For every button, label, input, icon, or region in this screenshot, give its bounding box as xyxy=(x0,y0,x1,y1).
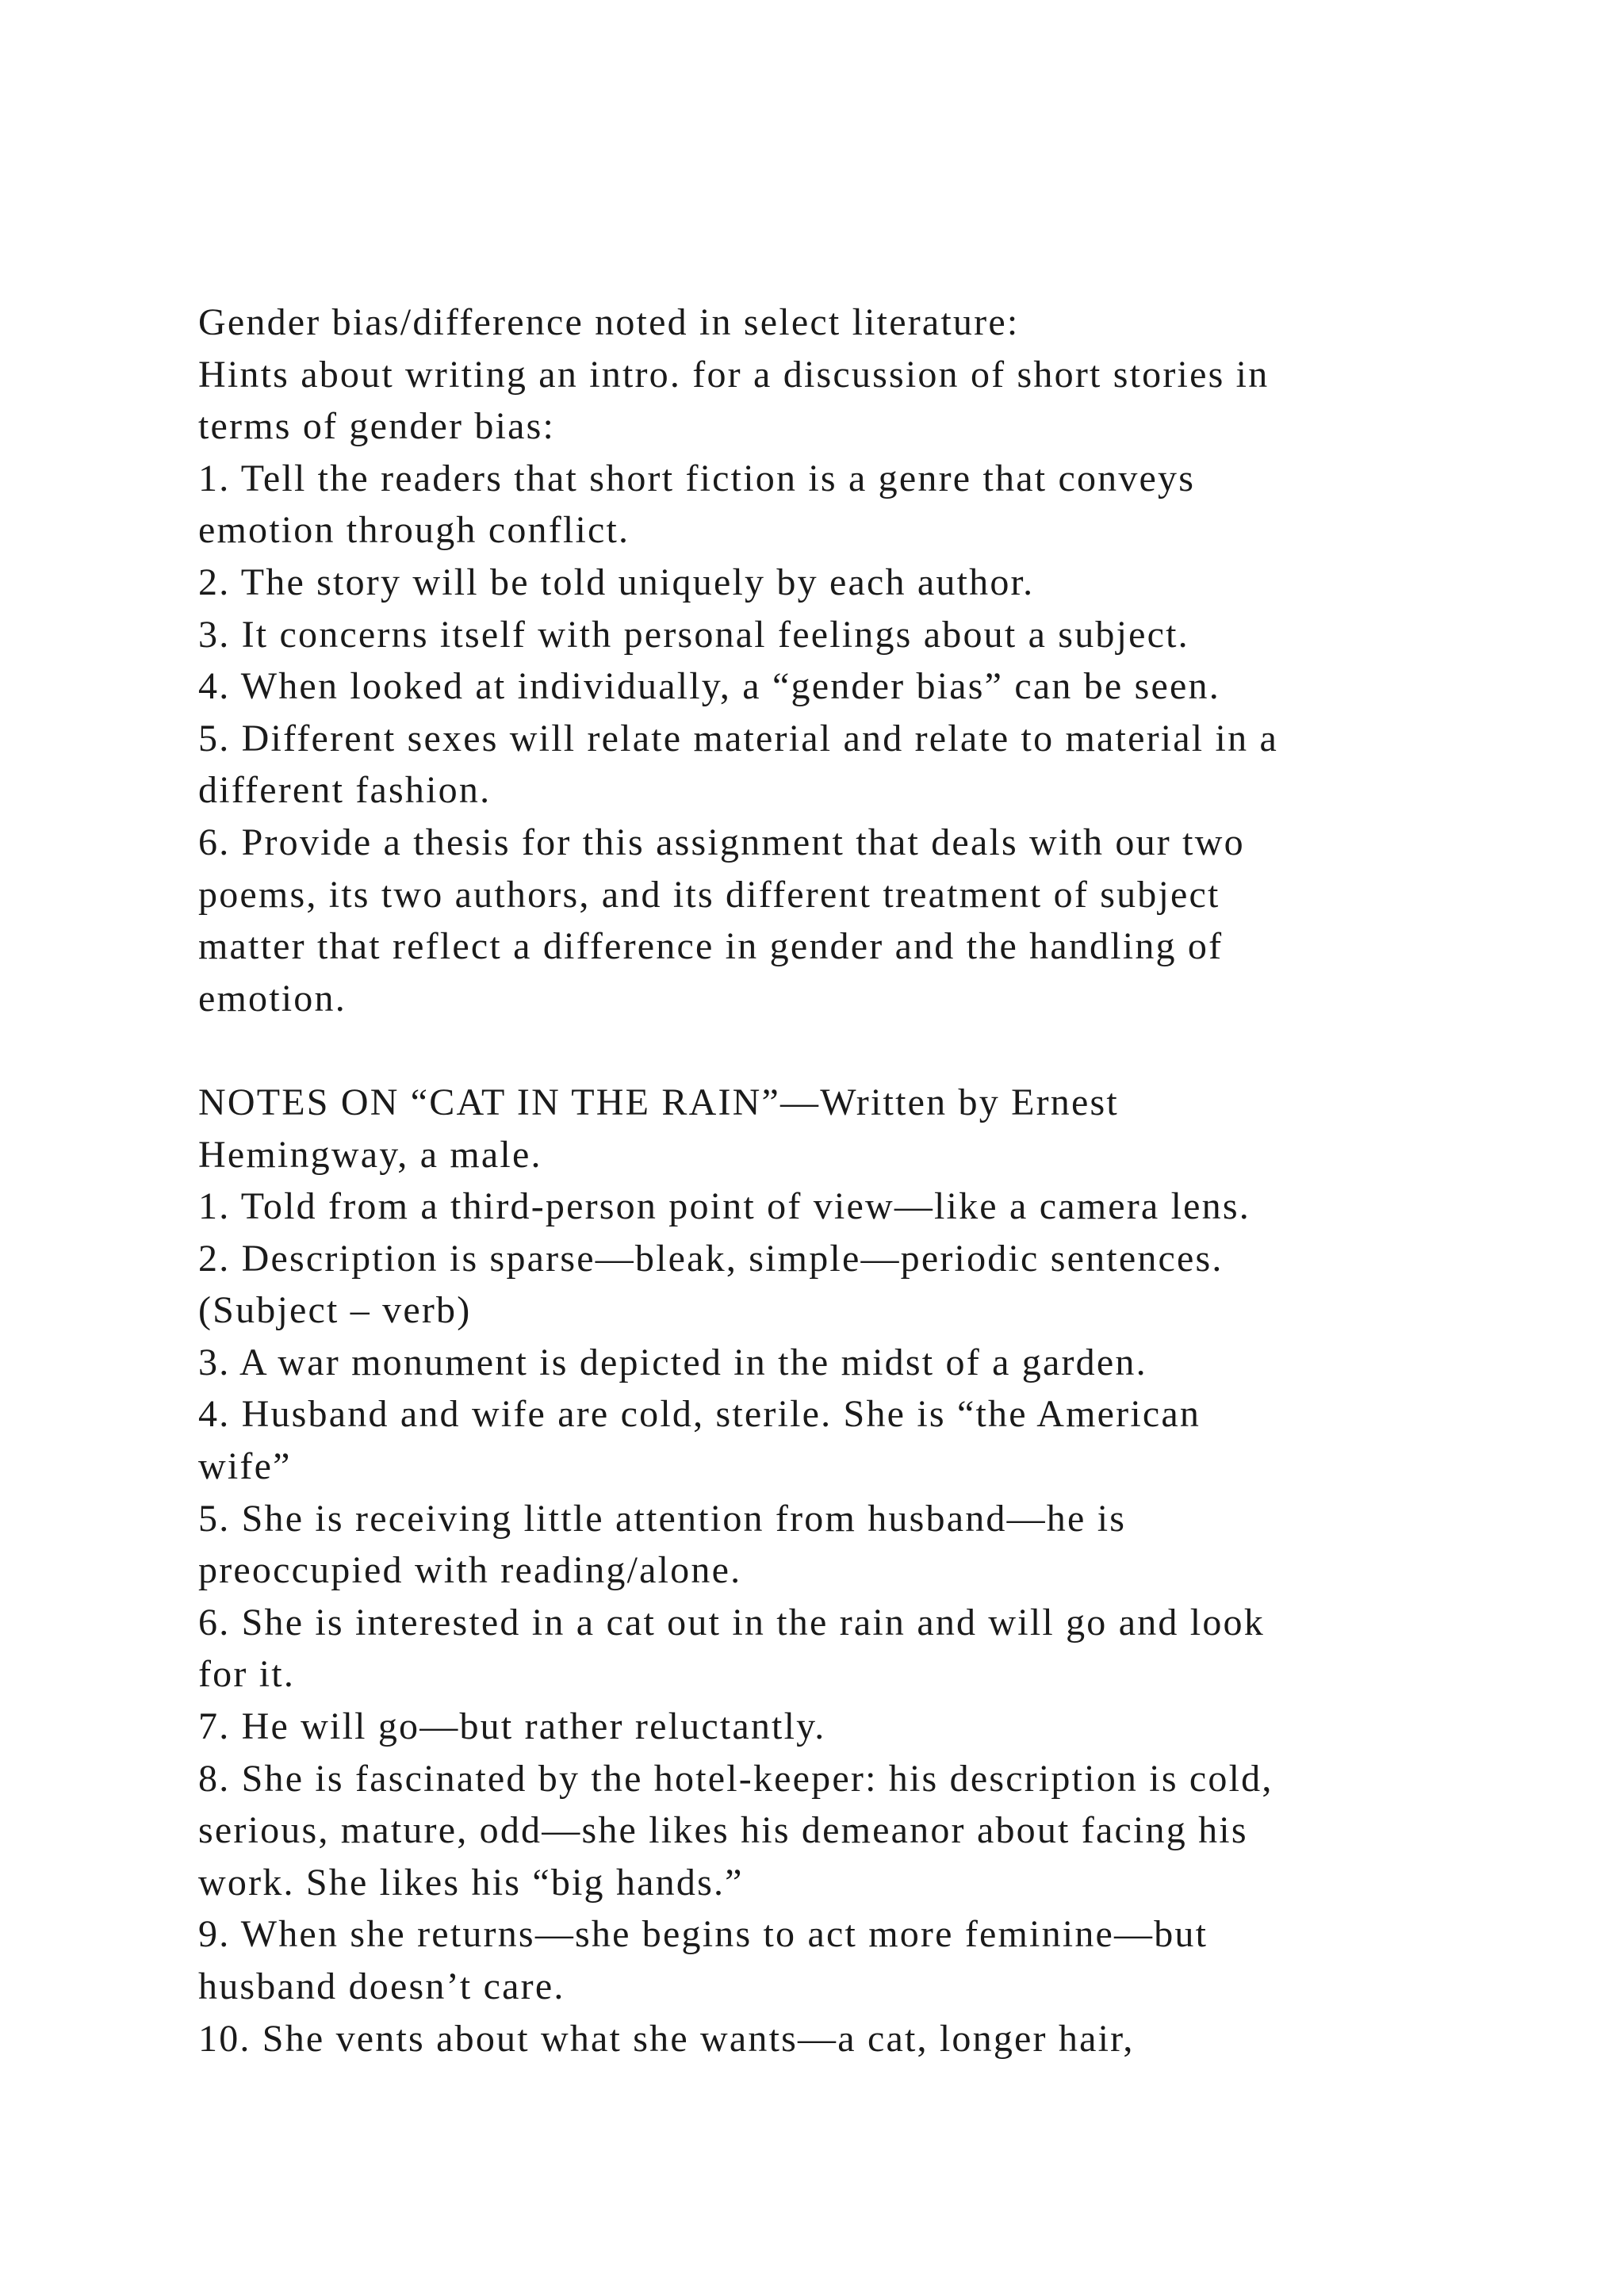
intro-list-item: 5. Different sexes will relate material and relate to material in a xyxy=(198,717,1278,760)
notes-list-item: 2. Description is sparse—bleak, simple—periodic sentences. xyxy=(198,1237,1224,1280)
notes-list-item: 5. She is receiving little attention from husband—he is xyxy=(198,1497,1127,1540)
notes-list-item: work. She likes his “big hands.” xyxy=(198,1861,744,1904)
notes-list-item: 4. Husband and wife are cold, sterile. She is “the American xyxy=(198,1393,1201,1436)
notes-list-item: 6. She is interested in a cat out in the rain and will go and look xyxy=(198,1601,1265,1644)
document-body xyxy=(198,297,1467,2064)
intro-list-item: 3. It concerns itself with personal feelings about a subject. xyxy=(198,613,1189,656)
intro-list-item: 2. The story will be told uniquely by each author. xyxy=(198,561,1035,603)
heading-cat-in-the-rain: NOTES ON “CAT IN THE RAIN”—Written by Ernest xyxy=(198,1081,1119,1123)
notes-list-item: preoccupied with reading/alone. xyxy=(198,1549,742,1592)
intro-hints-line: Hints about writing an intro. for a discussion of short stories in xyxy=(198,353,1270,396)
paragraph-gap xyxy=(198,1024,1467,1077)
notes-list-item: 1. Told from a third-person point of view—like a camera lens. xyxy=(198,1185,1251,1228)
intro-list-item: 1. Tell the readers that short fiction is a genre that conveys xyxy=(198,457,1196,499)
notes-list-item: husband doesn’t care. xyxy=(198,1965,565,2007)
notes-list-item: (Subject – verb) xyxy=(198,1289,472,1332)
intro-hints-line: terms of gender bias: xyxy=(198,405,556,448)
intro-list-item: emotion through conflict. xyxy=(198,509,630,552)
intro-list-item: poems, its two authors, and its different treatment of subject xyxy=(198,873,1220,916)
notes-list-item: for it. xyxy=(198,1653,296,1696)
notes-list-item: 9. When she returns—she begins to act more feminine—but xyxy=(198,1913,1208,1956)
heading-cat-in-the-rain: Hemingway, a male. xyxy=(198,1133,542,1176)
notes-list-item: 10. She vents about what she wants—a cat, longer hair, xyxy=(198,2017,1135,2060)
notes-list-item: 7. He will go—but rather reluctantly. xyxy=(198,1705,826,1748)
notes-list-item: serious, mature, odd—she likes his demeanor about facing his xyxy=(198,1809,1248,1852)
notes-list-item: 3. A war monument is depicted in the midst of a garden. xyxy=(198,1341,1147,1383)
intro-list-item: 6. Provide a thesis for this assignment that deals with our two xyxy=(198,821,1245,863)
heading-gender-bias: Gender bias/difference noted in select literature: xyxy=(198,301,1020,343)
intro-list-item: different fashion. xyxy=(198,769,492,812)
notes-list-item: wife” xyxy=(198,1445,292,1488)
intro-list-item: matter that reflect a difference in gender and the handling of xyxy=(198,925,1224,968)
notes-list-item: 8. She is fascinated by the hotel-keeper: his description is cold, xyxy=(198,1757,1274,1800)
intro-list-item: emotion. xyxy=(198,977,347,1020)
intro-list-item: 4. When looked at individually, a “gender bias” can be seen. xyxy=(198,665,1220,708)
